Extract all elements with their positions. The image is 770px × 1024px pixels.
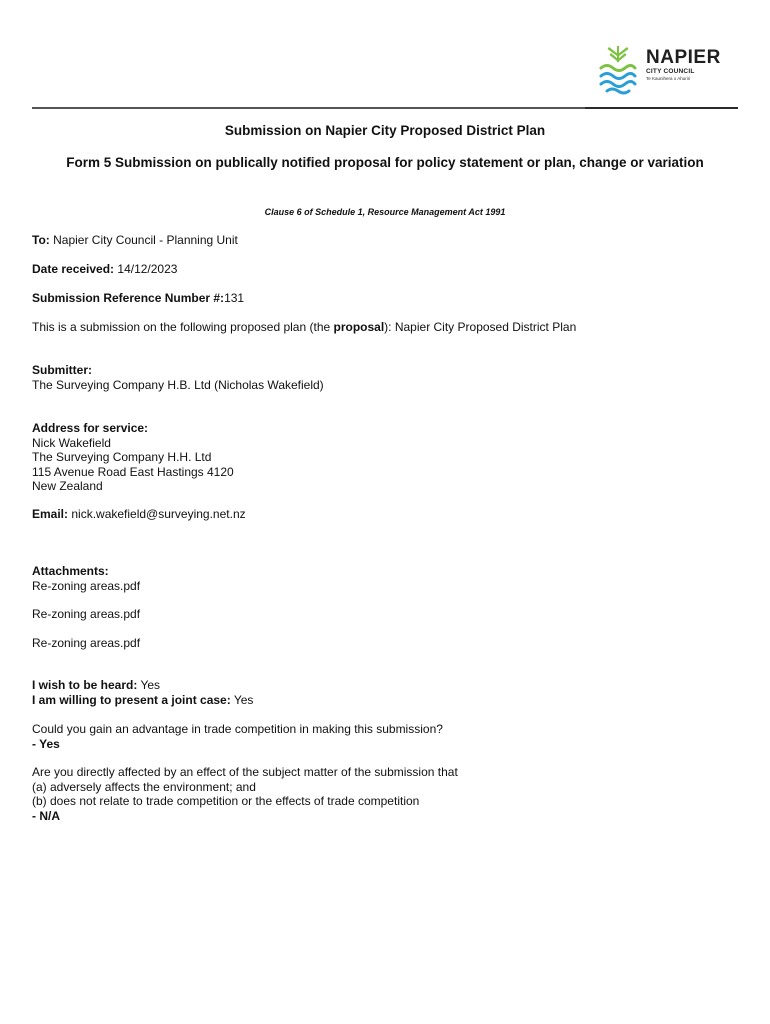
logo-subtitle: CITY COUNCIL <box>646 68 695 75</box>
to-label: To: <box>32 233 50 247</box>
trade-competition-section <box>32 722 738 751</box>
napier-logo-icon <box>598 44 638 96</box>
form-title: Form 5 Submission on publically notified proposal for policy statement or plan, change or variation <box>66 155 704 170</box>
joint-case-field <box>32 693 738 708</box>
trade-question: Could you gain an advantage in trade competition in making this submission? <box>32 722 443 736</box>
affected-question: Are you directly affected by an effect of the subject matter of the submission that <box>32 765 458 779</box>
affected-item-b: (b) does not relate to trade competition or the effects of trade competition <box>32 794 420 808</box>
address-line: Nick Wakefield <box>32 435 111 450</box>
email-field <box>32 507 738 522</box>
submitter-value: The Surveying Company H.B. Ltd (Nicholas Wakefield) <box>32 377 324 392</box>
date-label: Date received: <box>32 262 115 276</box>
proposal-bold: proposal <box>333 320 385 334</box>
attachment-file[interactable]: Re-zoning areas.pdf <box>32 578 141 593</box>
date-received-field <box>32 262 738 277</box>
date-value: 14/12/2023 <box>117 262 178 276</box>
address-line: 115 Avenue Road East Hastings 4120 <box>32 464 234 479</box>
joint-value: Yes <box>233 693 254 707</box>
document-title: Submission on Napier City Proposed District Plan <box>224 123 546 138</box>
submitter-section <box>32 363 738 392</box>
logo-tagline: Te Kaunihera o Ahuriri <box>646 76 691 81</box>
address-line: New Zealand <box>32 479 103 493</box>
reference-label: Submission Reference Number #: <box>32 291 225 305</box>
to-field <box>32 233 738 248</box>
heard-field <box>32 678 738 693</box>
reference-value: 131 <box>224 291 245 305</box>
proposal-prefix: This is a submission on the following proposed plan (the <box>32 320 334 334</box>
joint-label: I am willing to present a joint case: <box>32 693 231 707</box>
proposal-statement <box>32 320 738 335</box>
logo-name: NAPIER <box>646 47 721 68</box>
attachment-file[interactable]: Re-zoning areas.pdf <box>32 635 141 650</box>
attachments-label: Attachments: <box>32 564 109 578</box>
header-divider-accent <box>585 107 738 109</box>
napier-city-council-logo <box>598 44 728 96</box>
affected-item-a: (a) adversely affects the environment; and <box>32 779 256 794</box>
email-label: Email: <box>32 507 69 521</box>
affected-answer: - N/A <box>32 808 60 823</box>
to-value: Napier City Council - Planning Unit <box>53 233 238 247</box>
heard-value: Yes <box>140 678 161 692</box>
address-section <box>32 421 738 494</box>
logo-text <box>646 48 721 82</box>
clause-reference: Clause 6 of Schedule 1, Resource Management Act 1991 <box>264 207 506 217</box>
directly-affected-section <box>32 765 738 823</box>
attachment-file[interactable]: Re-zoning areas.pdf <box>32 607 141 621</box>
address-line: The Surveying Company H.H. Ltd <box>32 450 212 464</box>
email-value[interactable]: nick.wakefield@surveying.net.nz <box>71 507 246 521</box>
attachments-section <box>32 564 738 650</box>
heard-label: I wish to be heard: <box>32 678 138 692</box>
trade-answer: - Yes <box>32 736 60 751</box>
reference-number-field <box>32 291 738 306</box>
submitter-label: Submitter: <box>32 363 92 377</box>
address-label: Address for service: <box>32 421 149 435</box>
proposal-suffix: ): Napier City Proposed District Plan <box>384 320 577 334</box>
